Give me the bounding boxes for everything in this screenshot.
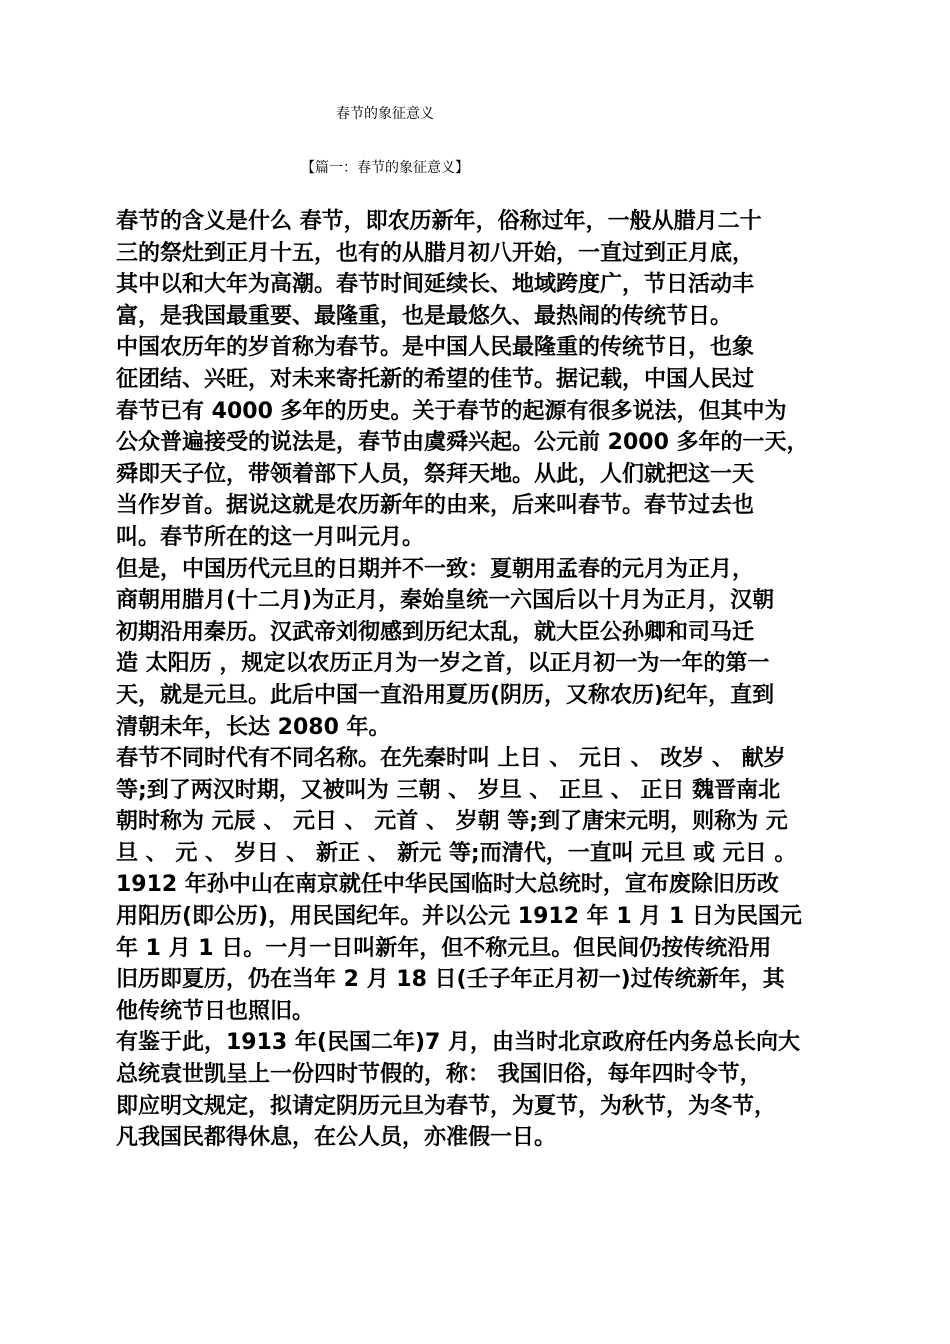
body-line: 造 太阳历 ，规定以农历正月为一岁之首，以正月初一为一年的第一 xyxy=(116,651,770,677)
body-line: 征团结、兴旺，对未来寄托新的希望的佳节。据记载，中国人民过 xyxy=(116,366,755,392)
document-body xyxy=(116,206,936,1154)
body-line: 总统袁世凯呈上一份四时节假的，称： 我国旧俗，每年四时令节， xyxy=(116,1062,762,1088)
body-line: 三的祭灶到正月十五，也有的从腊月初八开始，一直过到正月底， xyxy=(116,240,755,266)
body-line: 春节不同时代有不同名称。在先秦时叫 上日 、 元日 、 改岁 、 献岁 xyxy=(116,746,786,772)
body-line: 旧历即夏历，仍在当年 2 月 18 日(壬子年正月初一)过传统新年，其 xyxy=(116,967,785,993)
body-line: 朝时称为 元辰 、 元日 、 元首 、 岁朝 等;到了唐宋元明，则称为 元 xyxy=(116,809,788,835)
body-line: 但是，中国历代元旦的日期并不一致：夏朝用孟春的元月为正月， xyxy=(116,556,755,582)
body-line: 天，就是元旦。此后中国一直沿用夏历(阴历，又称农历)纪年，直到 xyxy=(116,682,775,708)
body-line: 他传统节日也照旧。 xyxy=(116,998,315,1024)
body-line: 即应明文规定，拟请定阴历元旦为春节，为夏节，为秋节，为冬节， xyxy=(116,1093,777,1119)
document-subtitle: 【篇一：春节的象征意义】 xyxy=(301,160,469,176)
body-line: 商朝用腊月(十二月)为正月，秦始皇统一六国后以十月为正月，汉朝 xyxy=(116,588,775,614)
body-line: 凡我国民都得休息，在公人员，亦准假一日。 xyxy=(116,1125,557,1151)
body-line: 公众普遍接受的说法是，春节由虞舜兴起。公元前 2000 多年的一天， xyxy=(116,430,809,456)
body-line: 当作岁首。据说这就是农历新年的由来，后来叫春节。春节过去也 xyxy=(116,493,755,519)
body-line: 用阳历(即公历)，用民国纪年。并以公元 1912 年 1 月 1 日为民国元 xyxy=(116,904,802,930)
body-line: 春节已有 4000 多年的历史。关于春节的起源有很多说法，但其中为 xyxy=(116,398,787,424)
body-line: 舜即天子位，带领着部下人员，祭拜天地。从此，人们就把这一天 xyxy=(116,461,755,487)
body-line: 其中以和大年为高潮。春节时间延续长、地域跨度广，节日活动丰 xyxy=(116,272,755,298)
document-title: 春节的象征意义 xyxy=(336,106,434,122)
body-line: 等;到了两汉时期，又被叫为 三朝 、 岁旦 、 正旦 、 正日 魏晋南北 xyxy=(116,777,781,803)
body-line: 有鉴于此，1913 年(民国二年)7 月，由当时北京政府任内务总长向大 xyxy=(116,1030,800,1056)
body-line: 清朝未年，长达 2080 年。 xyxy=(116,714,391,740)
body-line: 年 1 月 1 日。一月一日叫新年，但不称元旦。但民间仍按传统沿用 xyxy=(116,935,772,961)
body-line: 1912 年孙中山在南京就任中华民国临时大总统时，宣布废除旧历改 xyxy=(116,872,779,898)
body-line: 春节的含义是什么 春节，即农历新年，俗称过年，一般从腊月二十 xyxy=(116,209,762,234)
body-line: 旦 、 元 、 岁日 、 新正 、 新元 等;而清代，一直叫 元旦 或 元日 。 xyxy=(116,840,797,866)
body-line: 叫。春节所在的这一月叫元月。 xyxy=(116,524,425,550)
body-line: 中国农历年的岁首称为春节。是中国人民最隆重的传统节日，也象 xyxy=(116,335,755,361)
body-line: 初期沿用秦历。汉武帝刘彻感到历纪太乱，就大臣公孙卿和司马迁 xyxy=(116,619,755,645)
body-line: 富，是我国最重要、最隆重，也是最悠久、最热闹的传统节日。 xyxy=(116,303,733,329)
